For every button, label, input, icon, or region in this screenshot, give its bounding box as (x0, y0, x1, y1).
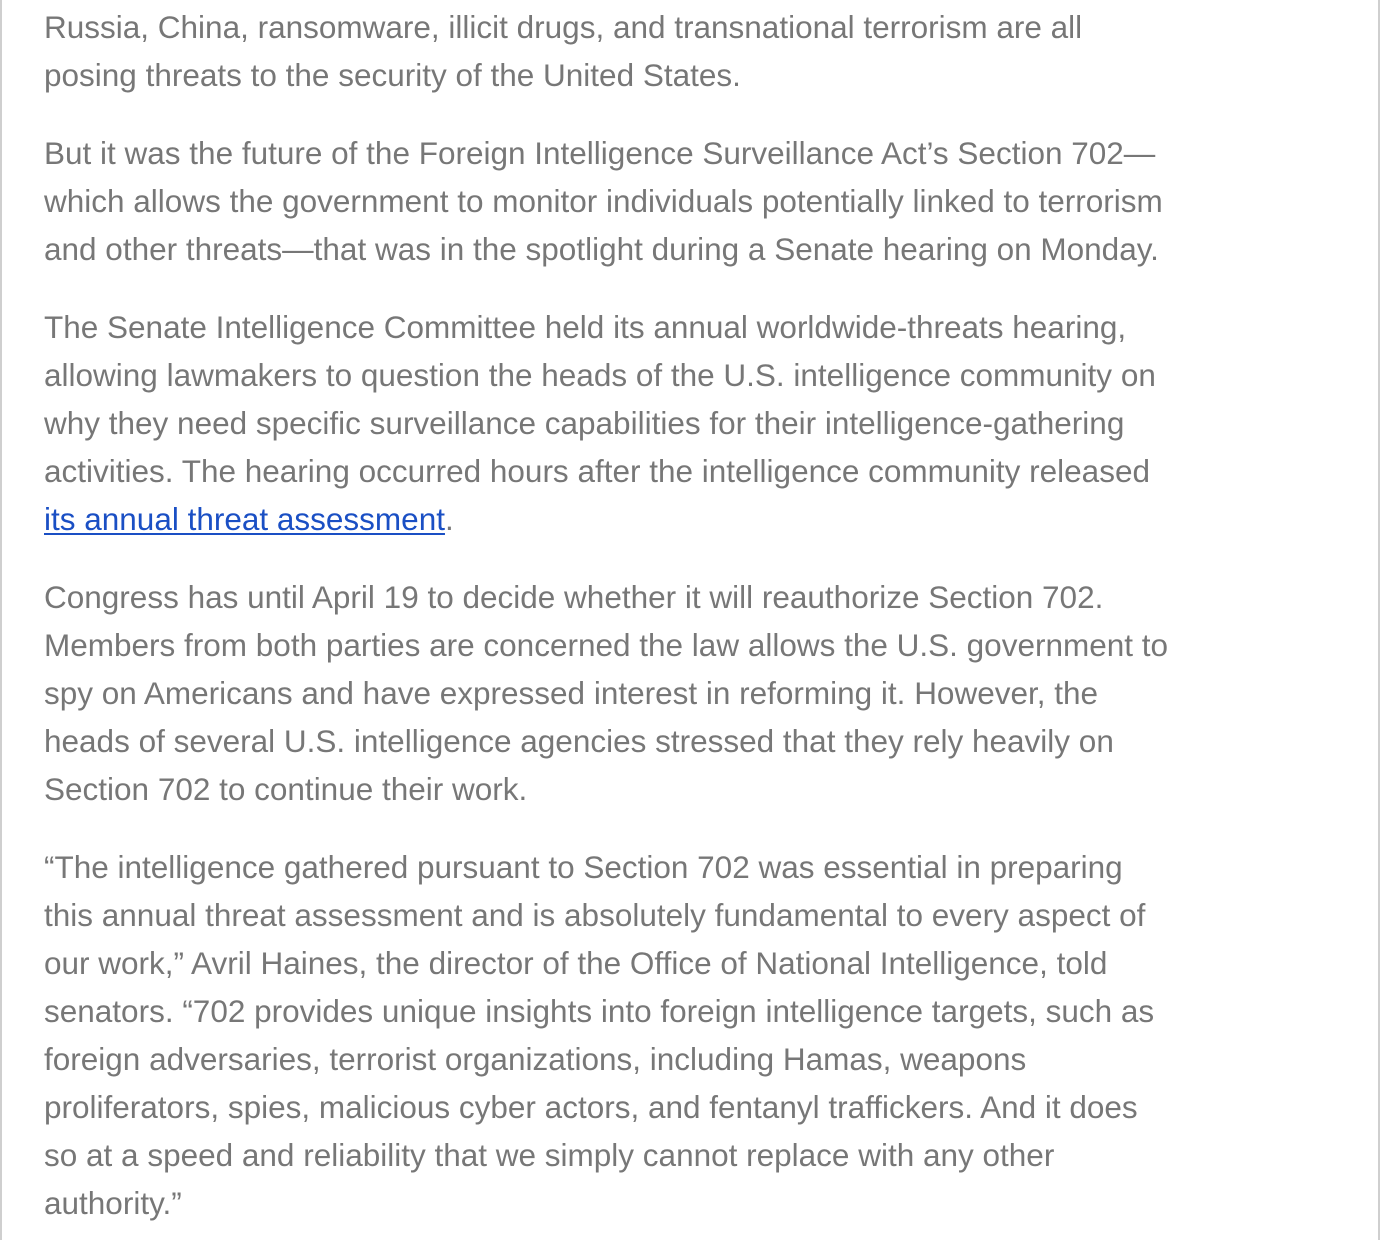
paragraph-line: proliferators, spies, malicious cyber actors, and fentanyl traffickers. And it does (44, 1089, 1138, 1125)
link-trailing-punctuation: . (444, 501, 454, 537)
paragraph-line: our work,” Avril Haines, the director of the Office of National Intelligence, told (44, 945, 1108, 981)
paragraph-line: and other threats—that was in the spotlight during a Senate hearing on Monday. (44, 231, 1159, 267)
paragraph-line: Congress has until April 19 to decide whether it will reauthorize Section 702. (44, 579, 1104, 615)
paragraph-line: senators. “702 provides unique insights into foreign intelligence targets, such as (44, 993, 1155, 1029)
paragraph-line: heads of several U.S. intelligence agencies stressed that they rely heavily on (44, 723, 1114, 759)
paragraph-line: Members from both parties are concerned the law allows the U.S. government to (44, 627, 1169, 663)
paragraph-line: Russia, China, ransomware, illicit drugs, and transnational terrorism are all (44, 9, 1083, 45)
paragraph-line: spy on Americans and have expressed interest in reforming it. However, the (44, 675, 1099, 711)
paragraph-line: But it was the future of the Foreign Intelligence Surveillance Act’s Section 702— (44, 135, 1156, 171)
paragraph-line: Section 702 to continue their work. (44, 771, 528, 807)
paragraph-line: why they need specific surveillance capabilities for their intelligence-gathering (44, 405, 1125, 441)
paragraph-line: activities. The hearing occurred hours after the intelligence community released (44, 453, 1150, 489)
paragraph-2 (44, 129, 1344, 273)
paragraph-line: The Senate Intelligence Committee held its annual worldwide-threats hearing, (44, 309, 1127, 345)
paragraph-line: foreign adversaries, terrorist organizations, including Hamas, weapons (44, 1041, 1027, 1077)
paragraph-line: this annual threat assessment and is absolutely fundamental to every aspect of (44, 897, 1146, 933)
paragraph-line: allowing lawmakers to question the heads of the U.S. intelligence community on (44, 357, 1156, 393)
paragraph-1 (44, 3, 1344, 99)
paragraph-4 (44, 573, 1344, 813)
paragraph-line: posing threats to the security of the United States. (44, 57, 741, 93)
threat-assessment-link[interactable]: its annual threat assessment (44, 501, 445, 537)
paragraph-5-quote (44, 843, 1344, 1227)
paragraph-line: “The intelligence gathered pursuant to Section 702 was essential in preparing (44, 849, 1123, 885)
paragraph-line-with-link (44, 495, 1344, 543)
paragraph-3 (44, 303, 1344, 543)
article-body (44, 3, 1344, 1257)
paragraph-line: which allows the government to monitor individuals potentially linked to terrorism (44, 183, 1163, 219)
paragraph-line: authority.” (44, 1185, 182, 1221)
paragraph-line: so at a speed and reliability that we simply cannot replace with any other (44, 1137, 1055, 1173)
